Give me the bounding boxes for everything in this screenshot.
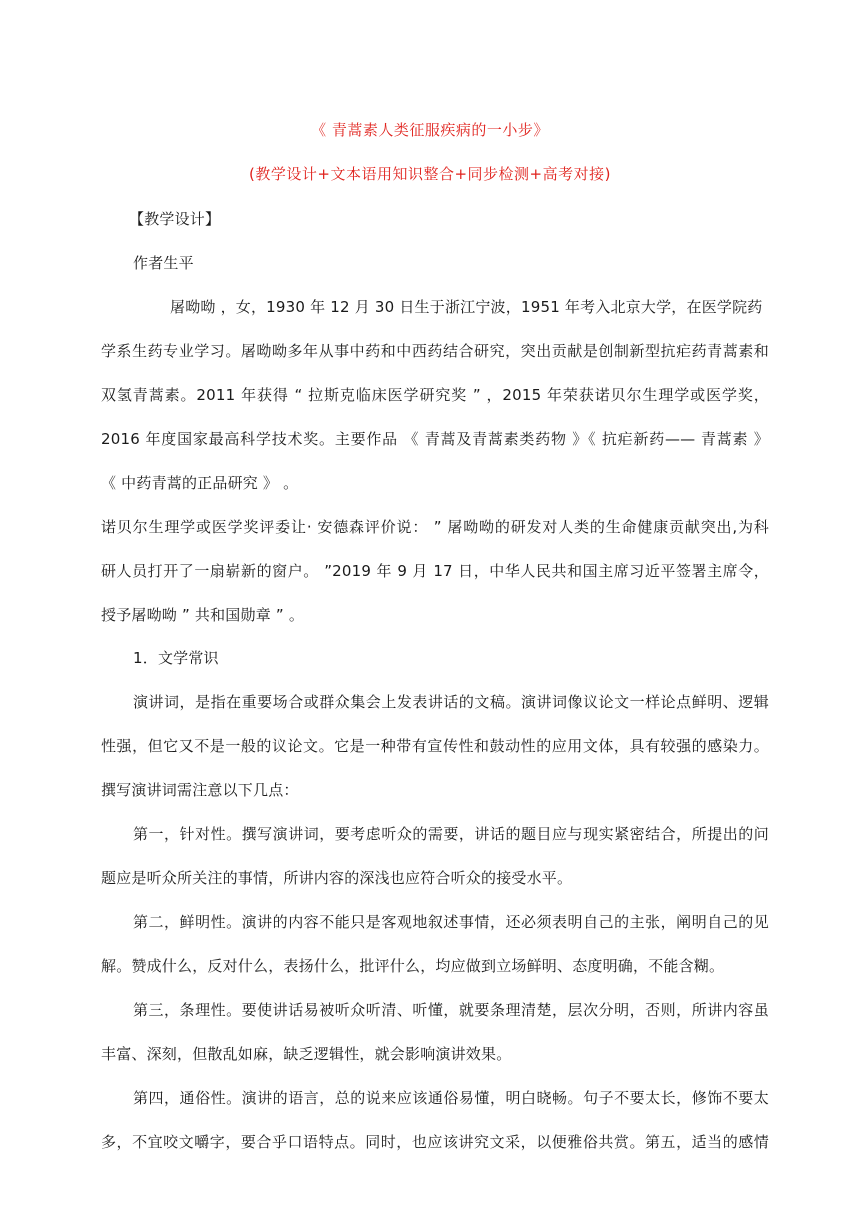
literature-heading: 1．文学常识 [133, 649, 219, 667]
point-4-line: 第四，通俗性。演讲的语言，总的说来应该通俗易懂，明白晓畅。句子不要太长，修饰不要太 [133, 1089, 769, 1107]
speech-definition-line: 撰写演讲词需注意以下几点： [101, 781, 299, 799]
quote-line: 诺贝尔生理学或医学奖评委让· 安德森评价说： ” 屠呦呦的研发对人类的生命健康贡献突出,为科 [101, 518, 769, 536]
point-2-line: 第二，鲜明性。演讲的内容不能只是客观地叙述事情，还必须表明自己的主张，阐明自己的见 [133, 913, 769, 931]
quote-line: 研人员打开了一扇崭新的窗户。 ”2019 年 9 月 17 日，中华人民共和国主席习近平签署主席令， [101, 562, 769, 580]
point-1-line: 题应是听众所关注的事情，所讲内容的深浅也应符合听众的接受水平。 [101, 869, 573, 887]
point-3-line: 丰富、深刻，但散乱如麻，缺乏逻辑性，就会影响演讲效果。 [101, 1045, 512, 1063]
bio-line: 屠呦呦 ，女，1930 年 12 月 30 日生于浙江宁波，1951 年考入北京大学，在医学院药 [170, 298, 763, 316]
point-4-line: 多，不宜咬文嚼字，要合乎口语特点。同时，也应该讲究文采，以便雅俗共赏。第五，适当的感情 [101, 1133, 769, 1151]
bio-line: 学系生药专业学习。屠呦呦多年从事中药和中西药结合研究，突出贡献是创制新型抗疟药青蒿素和 [101, 342, 769, 360]
document-title: 《 青蒿素人类征服疾病的一小步》 [311, 121, 549, 139]
point-2-line: 解。赞成什么，反对什么，表扬什么，批评什么，均应做到立场鲜明、态度明确，不能含糊。 [101, 957, 725, 975]
bio-line: 双氢青蒿素。2011 年获得 “ 拉斯克临床医学研究奖 ” ，2015 年荣获诺贝尔生理学或医学奖， [101, 386, 769, 404]
document-subtitle: (教学设计+文本语用知识整合+同步检测+高考对接) [249, 165, 611, 183]
section-heading: 【教学设计】 [129, 210, 221, 228]
point-1-line: 第一，针对性。撰写演讲词，要考虑听众的需要，讲话的题目应与现实紧密结合，所提出的问 [133, 825, 769, 843]
speech-definition-line: 演讲词，是指在重要场合或群众集会上发表讲话的文稿。演讲词像议论文一样论点鲜明、逻辑 [133, 693, 769, 711]
author-heading: 作者生平 [133, 254, 194, 272]
quote-line: 授予屠呦呦 ” 共和国勋章 ” 。 [101, 606, 305, 624]
bio-line: 《 中药青蒿的正品研究 》 。 [101, 474, 299, 492]
point-3-line: 第三，条理性。要使讲话易被听众听清、听懂，就要条理清楚，层次分明，否则，所讲内容虽 [133, 1001, 769, 1019]
bio-line: 2016 年度国家最高科学技术奖。主要作品 《 青蒿及青蒿素类药物 》《 抗疟新药—— 青蒿素 》 [101, 430, 769, 448]
speech-definition-line: 性强，但它又不是一般的议论文。它是一种带有宣传性和鼓动性的应用文体，具有较强的感染力。 [101, 737, 769, 755]
